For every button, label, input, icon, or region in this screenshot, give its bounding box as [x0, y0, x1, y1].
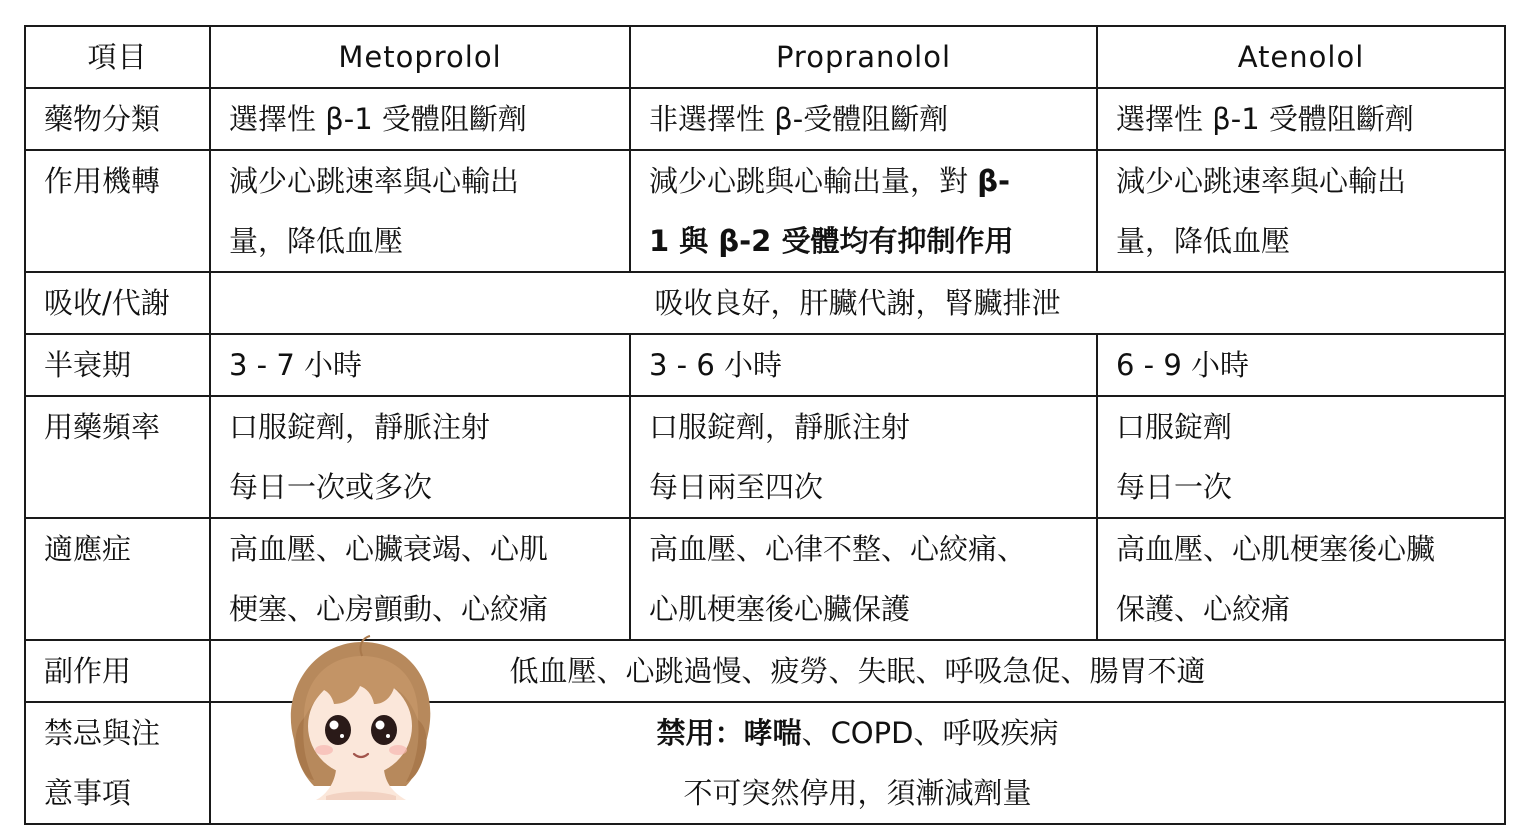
indications-atenolol-line2: 保護、心絞痛 — [1116, 592, 1291, 626]
row-classification — [25, 88, 1505, 150]
label-classification: 藥物分類 — [25, 88, 210, 150]
indications-propranolol-line2: 心肌梗塞後心臟保護 — [649, 592, 911, 626]
row-half-life — [25, 334, 1505, 396]
contraindications-prefix: 禁用： — [656, 716, 744, 750]
contraindications-bold-term: 哮喘 — [743, 716, 802, 750]
cell-half-life-metoprolol: 3 - 7 小時 — [210, 334, 630, 396]
row-frequency — [25, 396, 1505, 518]
cell-indications-metoprolol — [210, 518, 630, 640]
label-frequency: 用藥頻率 — [25, 396, 210, 518]
frequency-metoprolol-line1: 口服錠劑，靜脈注射 — [229, 410, 491, 444]
label-absorption: 吸收/代謝 — [25, 272, 210, 334]
cell-frequency-atenolol — [1097, 396, 1505, 518]
contraindications-line2: 不可突然停用，須漸減劑量 — [683, 776, 1032, 810]
header-item: 項目 — [25, 26, 210, 88]
indications-metoprolol-line2: 梗塞、心房顫動、心絞痛 — [229, 592, 549, 626]
label-indications: 適應症 — [25, 518, 210, 640]
cell-absorption-all: 吸收良好，肝臟代謝，腎臟排泄 — [210, 272, 1505, 334]
row-mechanism — [25, 150, 1505, 272]
mechanism-propranolol-line2: 1 與 β-2 受體均有抑制作用 — [649, 224, 1014, 258]
row-absorption — [25, 272, 1505, 334]
row-contraindications — [25, 702, 1505, 824]
cell-classification-atenolol: 選擇性 β-1 受體阻斷劑 — [1097, 88, 1505, 150]
cell-frequency-propranolol — [630, 396, 1097, 518]
label-contraindications-line2: 意事項 — [44, 776, 132, 810]
mechanism-propranolol-line1 — [649, 151, 1078, 211]
cell-classification-propranolol: 非選擇性 β-受體阻斷劑 — [630, 88, 1097, 150]
label-half-life: 半衰期 — [25, 334, 210, 396]
cell-contraindications-all — [210, 702, 1505, 824]
header-atenolol: Atenolol — [1097, 26, 1505, 88]
cell-classification-metoprolol: 選擇性 β-1 受體阻斷劑 — [210, 88, 630, 150]
cell-mechanism-propranolol — [630, 150, 1097, 272]
header-propranolol: Propranolol — [630, 26, 1097, 88]
mechanism-metoprolol-line1: 減少心跳速率與心輸出 — [229, 164, 520, 198]
cell-indications-propranolol — [630, 518, 1097, 640]
header-metoprolol: Metoprolol — [210, 26, 630, 88]
indications-atenolol-line1: 高血壓、心肌梗塞後心臟 — [1116, 532, 1436, 566]
cell-mechanism-metoprolol — [210, 150, 630, 272]
label-contraindications — [25, 702, 210, 824]
cell-frequency-metoprolol — [210, 396, 630, 518]
indications-propranolol-line1: 高血壓、心律不整、心絞痛、 — [649, 532, 1027, 566]
frequency-propranolol-line2: 每日兩至四次 — [649, 470, 824, 504]
row-indications — [25, 518, 1505, 640]
mechanism-atenolol-line1: 減少心跳速率與心輸出 — [1116, 164, 1407, 198]
cell-half-life-atenolol: 6 - 9 小時 — [1097, 334, 1505, 396]
row-side-effects — [25, 640, 1505, 702]
indications-metoprolol-line1: 高血壓、心臟衰竭、心肌 — [229, 532, 549, 566]
mechanism-propranolol-line1-bold: β- — [977, 164, 1011, 198]
frequency-propranolol-line1: 口服錠劑，靜脈注射 — [649, 410, 911, 444]
mechanism-metoprolol-line2: 量，降低血壓 — [229, 224, 404, 258]
frequency-atenolol-line1: 口服錠劑 — [1116, 410, 1233, 444]
drug-comparison-table — [24, 25, 1506, 825]
cell-half-life-propranolol: 3 - 6 小時 — [630, 334, 1097, 396]
mechanism-atenolol-line2: 量，降低血壓 — [1116, 224, 1291, 258]
cell-mechanism-atenolol — [1097, 150, 1505, 272]
contraindications-line1 — [229, 703, 1486, 763]
label-contraindications-line1: 禁忌與注 — [44, 716, 161, 750]
mechanism-propranolol-line1-text: 減少心跳與心輸出量，對 — [649, 164, 969, 198]
cell-indications-atenolol — [1097, 518, 1505, 640]
cell-side-effects-all: 低血壓、心跳過慢、疲勞、失眠、呼吸急促、腸胃不適 — [210, 640, 1505, 702]
frequency-metoprolol-line2: 每日一次或多次 — [229, 470, 433, 504]
label-side-effects: 副作用 — [25, 640, 210, 702]
label-mechanism: 作用機轉 — [25, 150, 210, 272]
contraindications-rest: 、COPD、呼吸疾病 — [801, 716, 1059, 750]
frequency-atenolol-line2: 每日一次 — [1116, 470, 1233, 504]
header-row — [25, 26, 1505, 88]
